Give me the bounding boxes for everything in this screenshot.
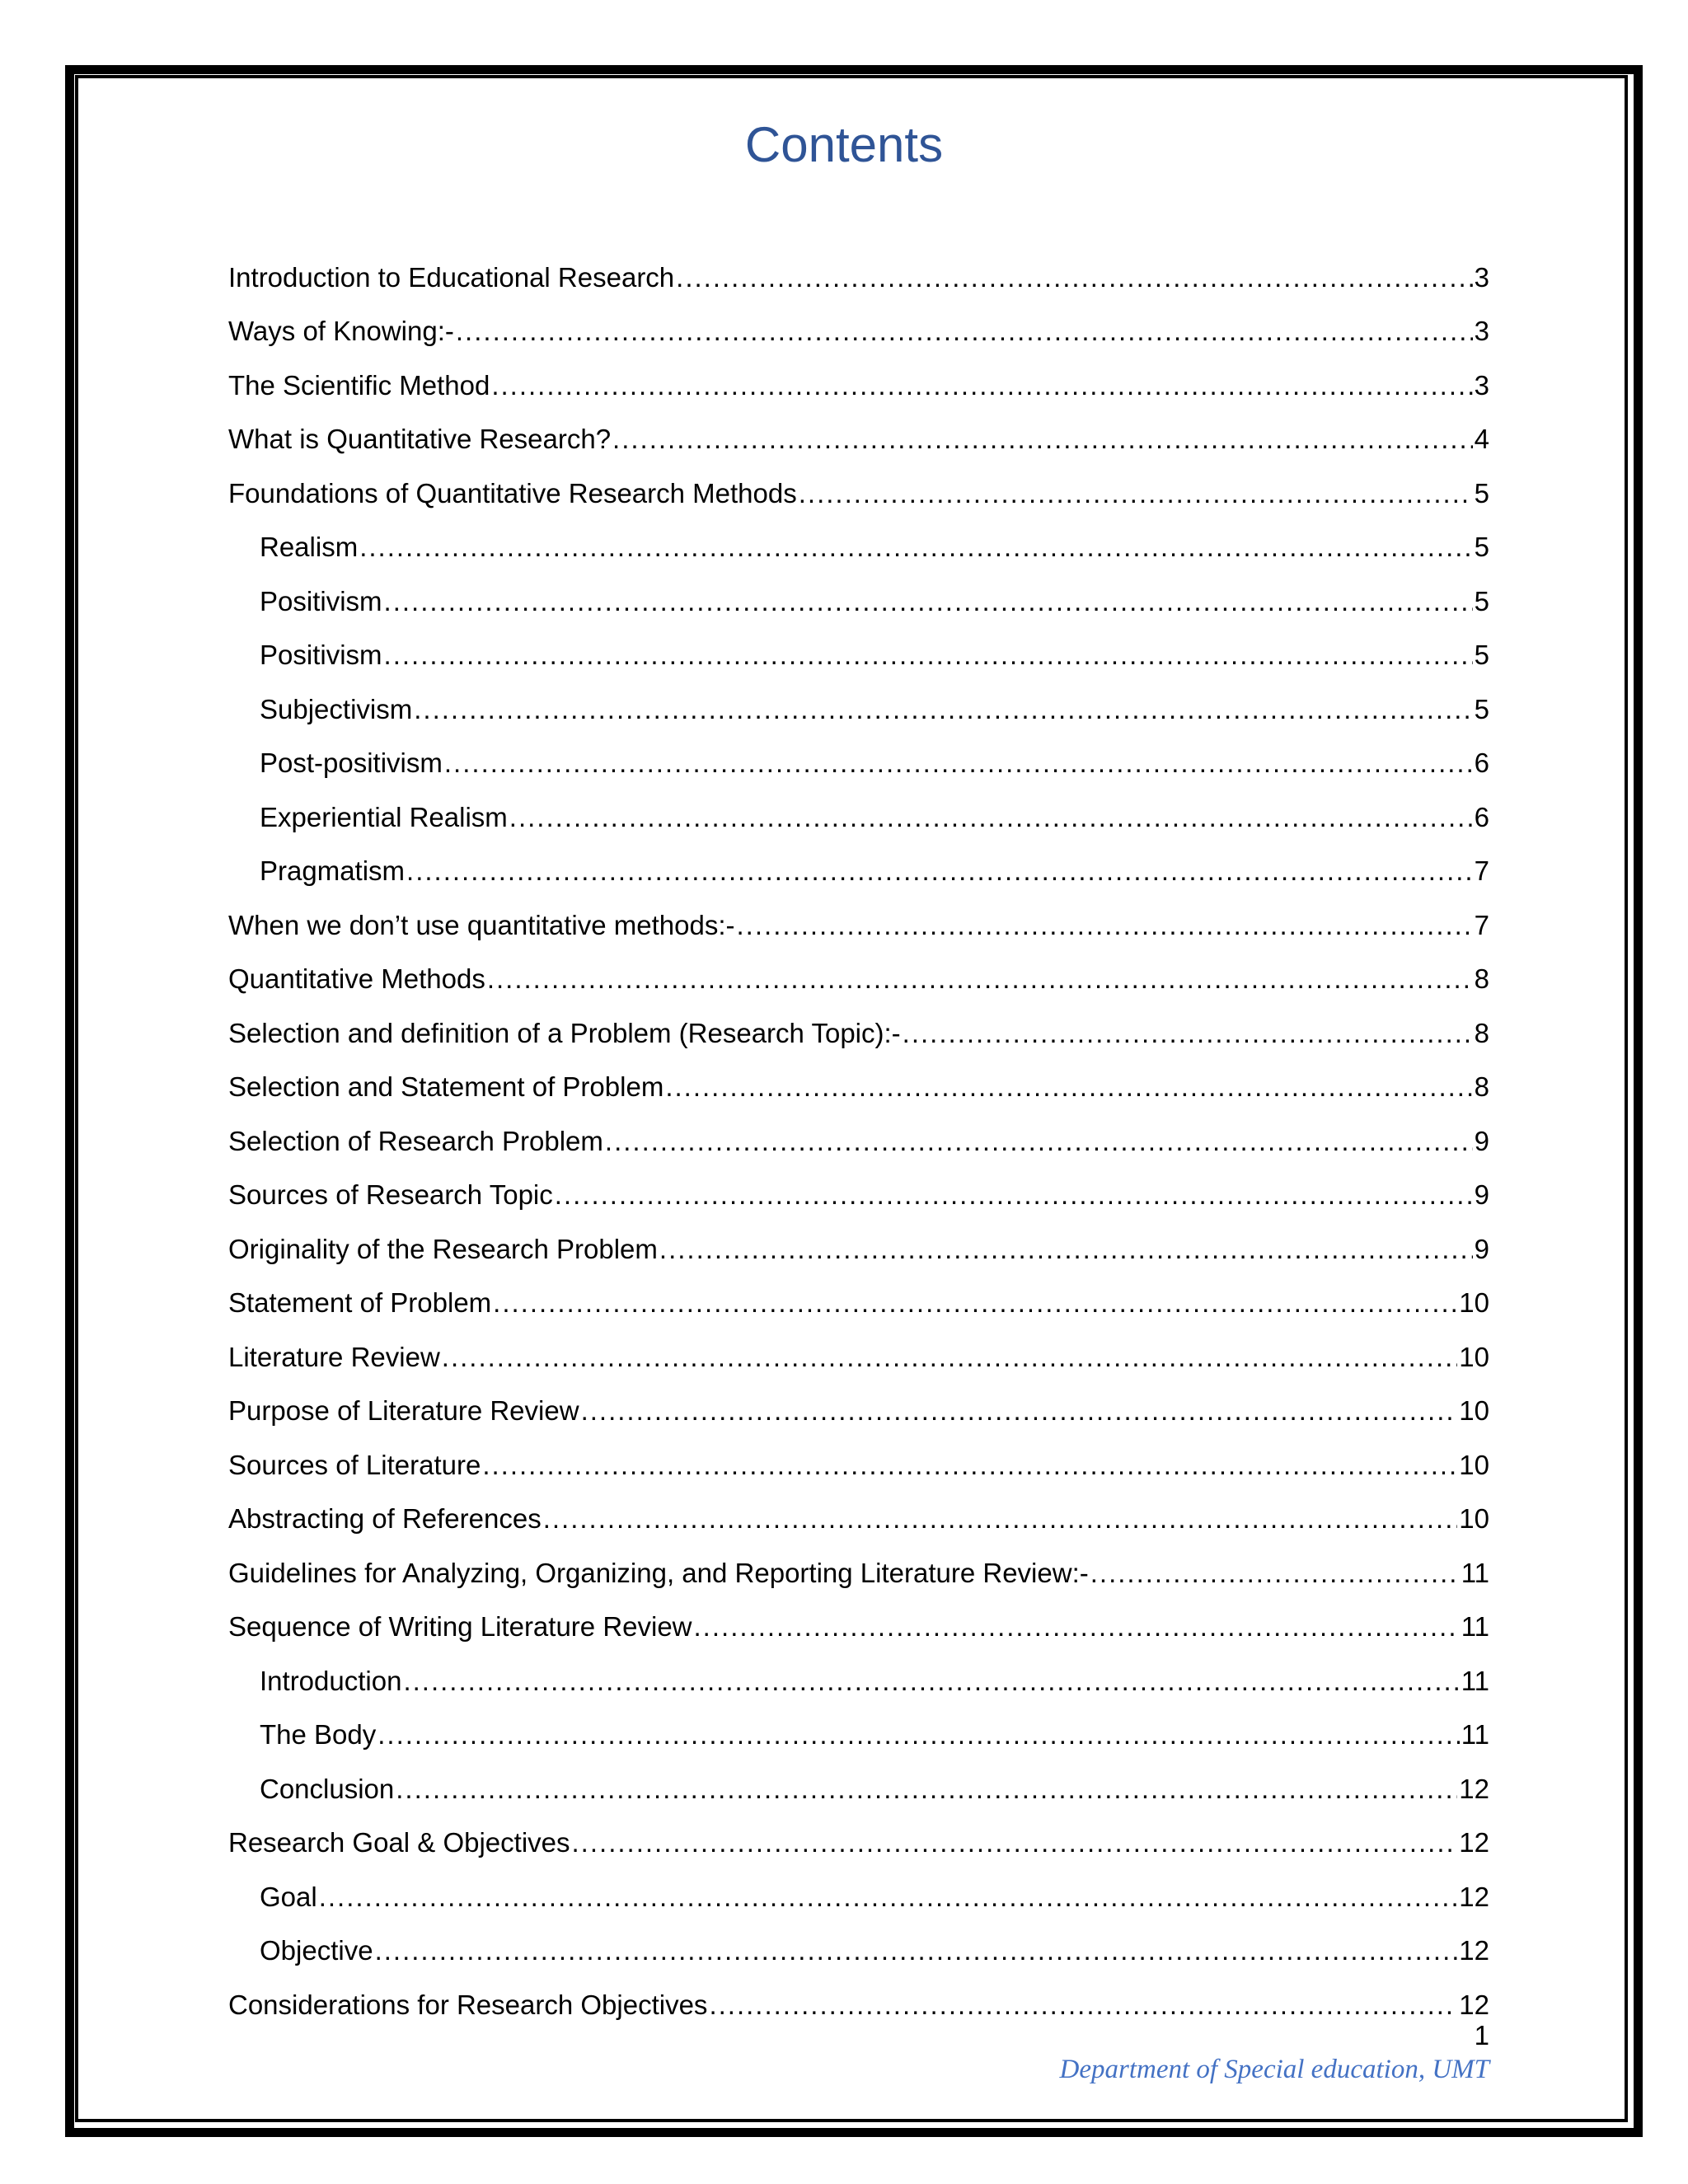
- toc-dot-leader: [659, 1233, 1473, 1266]
- toc-entry-label: Research Goal & Objectives: [228, 1827, 570, 1858]
- toc-entry[interactable]: [228, 737, 1489, 791]
- toc-dot-leader: [384, 585, 1473, 618]
- toc-entry[interactable]: [228, 1061, 1489, 1115]
- toc-entry[interactable]: [228, 305, 1489, 359]
- toc-dot-leader: [456, 315, 1473, 348]
- toc-entry[interactable]: [228, 521, 1489, 575]
- toc-dot-leader: [737, 909, 1473, 942]
- toc-dot-leader: [709, 1989, 1457, 2022]
- toc-entry[interactable]: [228, 1870, 1489, 1924]
- page-number: 1: [1474, 2020, 1489, 2050]
- toc-entry-label: Post-positivism: [260, 748, 443, 779]
- toc-entry-page: 6: [1474, 801, 1489, 832]
- toc-dot-leader: [581, 1394, 1458, 1427]
- toc-entry[interactable]: [228, 898, 1489, 953]
- toc-entry-label: Conclusion: [260, 1773, 395, 1804]
- toc-entry[interactable]: [228, 574, 1489, 629]
- toc-entry-page: 7: [1474, 909, 1489, 940]
- toc-entry-label: Purpose of Literature Review: [228, 1395, 579, 1427]
- toc-entry[interactable]: [228, 790, 1489, 845]
- toc-entry-label: Selection and definition of a Problem (Research Topic):-: [228, 1017, 901, 1048]
- toc-entry-label: Positivism: [260, 640, 382, 671]
- toc-entry[interactable]: [228, 1277, 1489, 1331]
- toc-entry[interactable]: [228, 1546, 1489, 1601]
- toc-entry-page: 9: [1474, 1125, 1489, 1156]
- toc-entry-page: 3: [1474, 261, 1489, 293]
- toc-entry[interactable]: [228, 1114, 1489, 1169]
- toc-entry-label: Realism: [260, 532, 359, 563]
- toc-entry-label: Ways of Knowing:-: [228, 316, 454, 347]
- toc-dot-leader: [694, 1610, 1460, 1643]
- toc-entry[interactable]: [228, 1978, 1489, 2032]
- toc-entry-label: Introduction to Educational Research: [228, 261, 675, 293]
- toc-dot-leader: [359, 531, 1472, 564]
- toc-entry[interactable]: [228, 413, 1489, 467]
- toc-dot-leader: [414, 693, 1472, 726]
- toc-dot-leader: [493, 1286, 1457, 1319]
- toc-entry-label: Goal: [260, 1881, 317, 1912]
- toc-entry[interactable]: [228, 251, 1489, 305]
- toc-entry[interactable]: [228, 1385, 1489, 1439]
- toc-entry-page: 5: [1474, 585, 1489, 616]
- toc-entry-page: 11: [1461, 1611, 1489, 1643]
- toc-entry-label: Sequence of Writing Literature Review: [228, 1611, 692, 1643]
- toc-entry-page: 12: [1459, 1989, 1489, 2020]
- toc-dot-leader: [406, 855, 1473, 888]
- toc-entry-page: 10: [1459, 1449, 1489, 1480]
- toc-entry[interactable]: [228, 1169, 1489, 1223]
- toc-dot-leader: [605, 1125, 1473, 1158]
- toc-entry-page: 12: [1459, 1881, 1489, 1912]
- toc-entry[interactable]: [228, 1601, 1489, 1655]
- toc-entry-page: 11: [1461, 1665, 1489, 1696]
- toc-entry[interactable]: [228, 629, 1489, 683]
- toc-entry-page: 12: [1459, 1827, 1489, 1858]
- toc-entry-label: Positivism: [260, 585, 382, 616]
- toc-entry-label: Guidelines for Analyzing, Organizing, and Reporting Literature Review:-: [228, 1557, 1089, 1588]
- toc-entry-label: The Scientific Method: [228, 369, 490, 401]
- toc-entry-page: 6: [1474, 748, 1489, 779]
- toc-entry-page: 8: [1474, 1071, 1489, 1103]
- toc-entry-page: 5: [1474, 477, 1489, 509]
- toc-entry-label: Statement of Problem: [228, 1287, 492, 1319]
- toc-entry[interactable]: [228, 1654, 1489, 1708]
- toc-entry-page: 11: [1461, 1719, 1489, 1750]
- toc-entry-page: 5: [1474, 693, 1489, 724]
- toc-entry-page: 5: [1474, 640, 1489, 671]
- toc-dot-leader: [319, 1881, 1458, 1914]
- toc-dot-leader: [377, 1718, 1459, 1751]
- toc-entry[interactable]: [228, 1222, 1489, 1277]
- footer-department: Department of Special education, UMT: [1059, 2055, 1489, 2084]
- toc-entry-label: Selection of Research Problem: [228, 1125, 603, 1156]
- toc-entry-label: Originality of the Research Problem: [228, 1233, 658, 1264]
- toc-entry-label: Abstracting of References: [228, 1503, 542, 1535]
- toc-entry-label: The Body: [260, 1719, 377, 1750]
- toc-entry-label: What is Quantitative Research?: [228, 424, 612, 455]
- toc-entry-label: Literature Review: [228, 1341, 440, 1372]
- toc-entry-page: 7: [1474, 855, 1489, 887]
- toc-dot-leader: [665, 1071, 1472, 1104]
- toc-entry-page: 8: [1474, 963, 1489, 995]
- toc-entry-page: 10: [1459, 1395, 1489, 1427]
- toc-entry-page: 3: [1474, 369, 1489, 401]
- toc-entry[interactable]: [228, 953, 1489, 1007]
- toc-dot-leader: [375, 1934, 1458, 1967]
- toc-dot-leader: [903, 1017, 1473, 1050]
- toc-entry[interactable]: [228, 1816, 1489, 1871]
- toc-entry-label: When we don’t use quantitative methods:-: [228, 909, 735, 940]
- toc-entry-page: 5: [1474, 532, 1489, 563]
- toc-entry-page: 3: [1474, 316, 1489, 347]
- toc-entry-label: Pragmatism: [260, 855, 406, 887]
- toc-dot-leader: [403, 1665, 1459, 1698]
- table-of-contents: [228, 251, 1489, 2032]
- toc-entry[interactable]: [228, 1493, 1489, 1547]
- toc-dot-leader: [676, 261, 1472, 294]
- toc-entry[interactable]: [228, 1438, 1489, 1493]
- toc-entry[interactable]: [228, 1762, 1489, 1816]
- toc-entry[interactable]: [228, 466, 1489, 521]
- toc-entry[interactable]: [228, 359, 1489, 413]
- toc-entry-page: 4: [1474, 424, 1489, 455]
- toc-entry-label: Foundations of Quantitative Research Methods: [228, 477, 797, 509]
- toc-dot-leader: [384, 639, 1473, 672]
- toc-dot-leader: [572, 1826, 1458, 1859]
- toc-entry-label: Quantitative Methods: [228, 963, 485, 995]
- toc-entry-label: Introduction: [260, 1665, 402, 1696]
- toc-dot-leader: [444, 747, 1473, 780]
- toc-entry[interactable]: [228, 1330, 1489, 1385]
- toc-dot-leader: [491, 369, 1472, 402]
- toc-dot-leader: [799, 477, 1473, 510]
- toc-entry-page: 12: [1459, 1773, 1489, 1804]
- toc-dot-leader: [555, 1179, 1473, 1212]
- toc-entry-label: Sources of Literature: [228, 1449, 481, 1480]
- toc-dot-leader: [396, 1773, 1457, 1806]
- toc-dot-leader: [509, 801, 1473, 834]
- toc-entry-page: 12: [1459, 1935, 1489, 1966]
- toc-entry-label: Sources of Research Topic: [228, 1179, 553, 1211]
- toc-entry-page: 9: [1474, 1233, 1489, 1264]
- toc-entry-page: 8: [1474, 1017, 1489, 1048]
- toc-entry-page: 11: [1461, 1557, 1489, 1588]
- toc-entry-page: 10: [1459, 1503, 1489, 1535]
- toc-entry[interactable]: [228, 1006, 1489, 1061]
- toc-entry-label: Subjectivism: [260, 693, 413, 724]
- toc-dot-leader: [543, 1502, 1458, 1535]
- page-title: Contents: [744, 117, 944, 172]
- toc-entry-page: 10: [1459, 1287, 1489, 1319]
- toc-entry-label: Selection and Statement of Problem: [228, 1071, 664, 1103]
- toc-entry-label: Considerations for Research Objectives: [228, 1989, 708, 2020]
- toc-entry[interactable]: [228, 845, 1489, 899]
- toc-entry[interactable]: [228, 1924, 1489, 1979]
- toc-dot-leader: [612, 423, 1473, 456]
- toc-entry-page: 10: [1459, 1341, 1489, 1372]
- toc-entry[interactable]: [228, 1708, 1489, 1763]
- toc-entry[interactable]: [228, 682, 1489, 737]
- toc-entry-label: Objective: [260, 1935, 373, 1966]
- toc-dot-leader: [1090, 1557, 1460, 1590]
- toc-dot-leader: [442, 1341, 1458, 1374]
- toc-dot-leader: [487, 963, 1473, 996]
- toc-entry-label: Experiential Realism: [260, 801, 508, 832]
- toc-dot-leader: [482, 1449, 1457, 1482]
- toc-entry-page: 9: [1474, 1179, 1489, 1211]
